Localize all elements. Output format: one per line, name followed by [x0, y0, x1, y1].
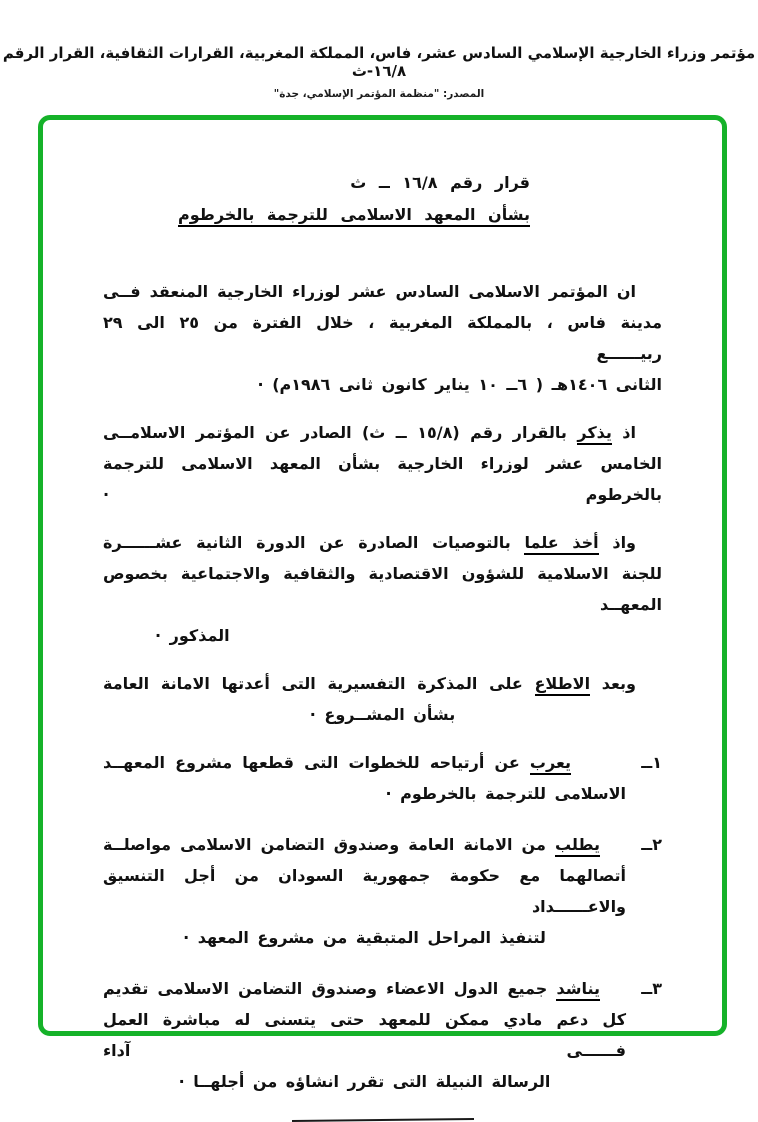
text-line: المذكور ·	[155, 626, 230, 645]
text-line: يطلب من الامانة العامة وصندوق التضامن الاسلامى مواصلــة	[103, 829, 626, 860]
underlined-keyword: يعرب	[530, 753, 571, 775]
item-text	[103, 829, 626, 953]
underlined-keyword: يناشد	[556, 979, 600, 1001]
resolution-body	[103, 276, 662, 1097]
item-number: ٣ــ	[641, 979, 662, 998]
resolution-item	[103, 973, 662, 1097]
item-number: ٢ــ	[641, 835, 662, 854]
resolution-number-line: قرار رقم ١٦/٨ ــ ث	[350, 173, 530, 192]
underlined-keyword: الاطلاع	[535, 674, 591, 696]
text-line: ان المؤتمر الاسلامى السادس عشر لوزراء الخارجية المنعقد فــى	[103, 282, 636, 301]
text-line: اذ يذكر بالقرار رقم (١٥/٨ ــ ث) الصادر عن المؤتمر الاسلامــى	[103, 417, 662, 448]
item-text	[103, 973, 626, 1097]
text-line: للجنة الاسلامية للشؤون الاقتصادية والثقافية والاجتماعية بخصوص المعهــد	[103, 564, 662, 614]
resolution-item	[103, 747, 662, 809]
text-line: الاسلامى للترجمة بالخرطوم ·	[385, 784, 626, 803]
document-header	[0, 44, 758, 100]
underlined-keyword: يطلب	[555, 835, 600, 857]
conference-header-line: مؤتمر وزراء الخارجية الإسلامي السادس عشر، فاس، المملكة المغربية، القرارات الثقافية، القرار الرقم ١٦/٨-ث	[2, 44, 756, 80]
text-line: كل دعم مادي ممكن للمعهد حتى يتسنى له مباشرة العمل فــــــى آداء	[103, 1010, 626, 1060]
text-line: الثانى ١٤٠٦هـ ( ٦ــ ١٠ يناير كانون ثانى ١٩٨٦م) ·	[257, 375, 662, 394]
resolution-title	[103, 168, 530, 230]
document-content	[103, 168, 662, 1121]
paragraph	[103, 276, 662, 400]
text-line: واذ أخذ علما بالتوصيات الصادرة عن الدورة الثانية عشــــــرة	[103, 527, 662, 558]
underlined-keyword: يذكر	[577, 423, 612, 445]
text-line: مدينة فاس ، بالمملكة المغربية ، خلال الفترة من ٢٥ الى ٢٩ ربيــــــع	[103, 313, 662, 363]
source-line: المصدر: "منظمة المؤتمر الإسلامي، جدة"	[273, 88, 485, 100]
text-line: أتصالهما مع حكومة جمهورية السودان من أجل التنسيق والاعــــــداد	[103, 866, 626, 916]
text-line: يناشد جميع الدول الاعضاء وصندوق التضامن الاسلامى تقديم	[103, 973, 626, 1004]
text-line: وبعد الاطلاع على المذكرة التفسيرية التى أعدتها الامانة العامة	[103, 668, 662, 699]
green-border-frame	[38, 115, 727, 1091]
bottom-separator-rule	[291, 1118, 473, 1122]
underlined-keyword: أخذ علما	[524, 533, 598, 555]
resolution-subject-line: بشأن المعهد الاسلامى للترجمة بالخرطوم	[103, 200, 530, 230]
text-line: بشأن المشــروع ·	[309, 705, 456, 724]
text-line: لتنفيذ المراحل المتبقية من مشروع المعهد ·	[183, 928, 546, 947]
item-number: ١ــ	[641, 753, 662, 772]
resolution-item	[103, 829, 662, 953]
paragraph	[103, 668, 662, 730]
text-line: يعرب عن أرتياحه للخطوات التى قطعها مشروع المعهــد	[103, 747, 626, 778]
item-text	[103, 747, 626, 809]
text-line: الخامس عشر لوزراء الخارجية بشأن المعهد الاسلامى للترجمة بالخرطوم ·	[103, 454, 662, 504]
paragraph	[103, 527, 662, 651]
text-line: الرسالة النبيلة التى تقرر انشاؤه من أجلهــا ·	[178, 1072, 551, 1091]
paragraph	[103, 417, 662, 510]
